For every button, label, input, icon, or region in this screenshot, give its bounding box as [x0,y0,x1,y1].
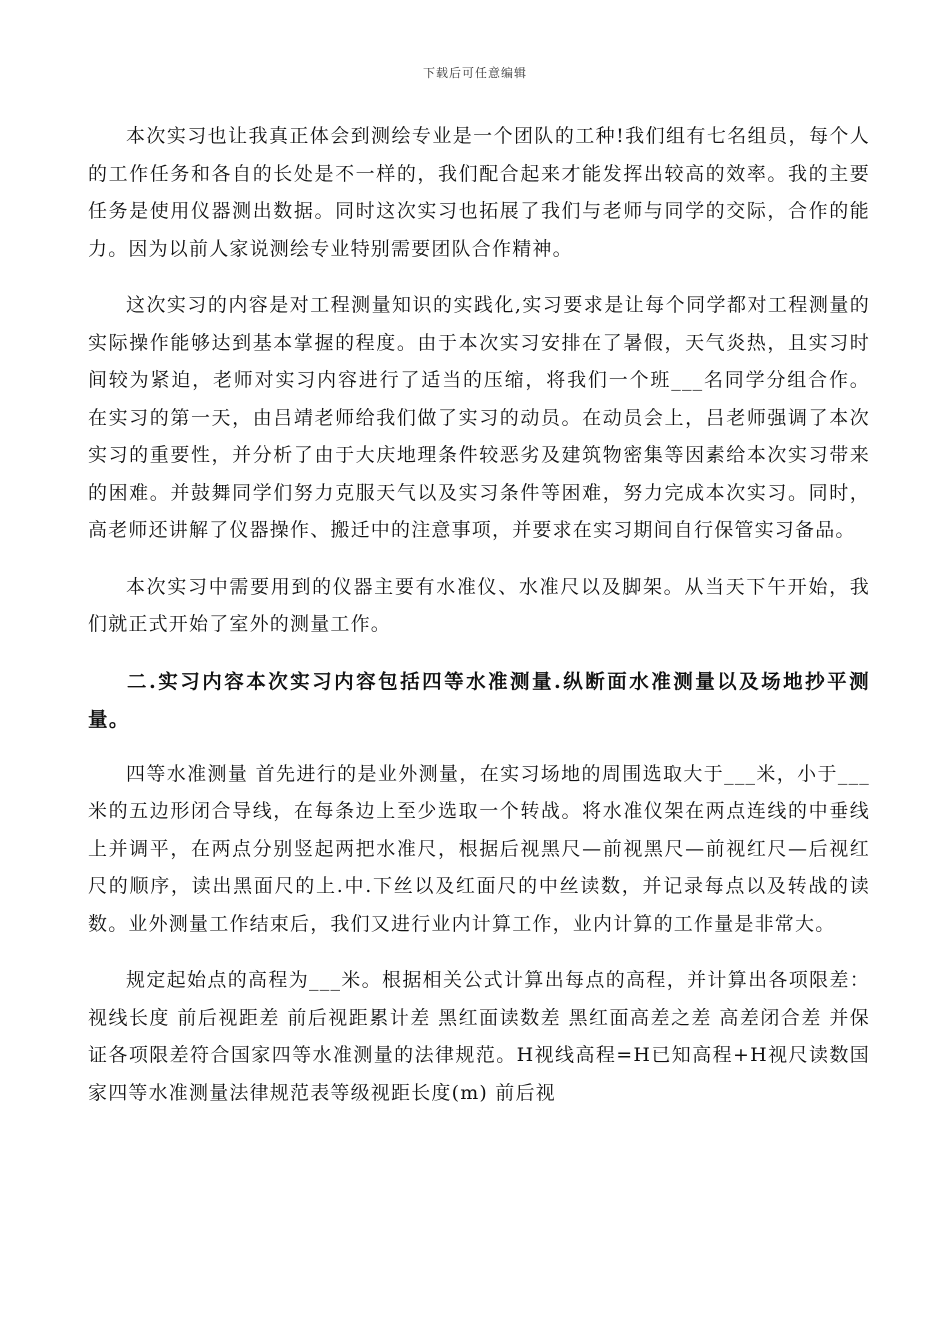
paragraph-fourth-order-leveling: 四等水准测量 首先进行的是业外测量，在实习场地的周围选取大于___米，小于___米的五边形闭合导线，在每条边上至少选取一个转战。将水准仪架在两点连线的中垂线上并调平，在两点分别竖起两把水准尺，根据后视黑尺—前视黑尺—前视红尺—后视红尺的顺序，读出黑面尺的上.中.下丝以及红面尺的中丝读数，并记录每点以及转战的读数。业外测量工作结束后，我们又进行业内计算工作，业内计算的工作量是非常大。 [88,762,870,935]
paragraph-internship-content: 这次实习的内容是对工程测量知识的实践化,实习要求是让每个同学都对工程测量的实际操作能够达到基本掌握的程度。由于本次实习安排在了暑假，天气炎热，且实习时间较为紧迫，老师对实习内容进行了适当的压缩，将我们一个班___名同学分组合作。 在实习的第一天，由吕靖老师给我们做了实习的动员。在动员会上，吕老师强调了本次实习的重要性，并分析了由于大庆地理条件较恶劣及建筑物密集等因素给本次实习带来的困难。并鼓舞同学们努力克服天气以及实习条件等困难，努力完成本次实习。同时，高老师还讲解了仪器操作、搬迁中的注意事项，并要求在实习期间自行保管实习备品。 [88,294,870,541]
paragraph-elevation-rules: 规定起始点的高程为___米。根据相关公式计算出每点的高程，并计算出各项限差： 视线长度 前后视距差 前后视距累计差 黑红面读数差 黑红面高差之差 高差闭合差 并保证各项限差符合国家四等水准测量的法律规范。H视线高程=H已知高程+H视尺读数国家四等水准测量法律规范表等级视距长度(m) 前后视 [88,969,870,1104]
document-body [88,118,870,1131]
paragraph-teamwork: 本次实习也让我真正体会到测绘专业是一个团队的工种!我们组有七名组员，每个人的工作任务和各自的长处是不一样的，我们配合起来才能发挥出较高的效率。我的主要任务是使用仪器测出数据。同时这次实习也拓展了我们与老师与同学的交际，合作的能力。因为以前人家说测绘专业特别需要团队合作精神。 [88,125,870,260]
paragraph-instruments: 本次实习中需要用到的仪器主要有水准仪、水准尺以及脚架。从当天下午开始，我们就正式开始了室外的测量工作。 [88,575,870,635]
section-heading: 二.实习内容本次实习内容包括四等水准测量.纵断面水准测量以及场地抄平测量。 [88,669,870,731]
page-header-watermark: 下载后可任意编辑 [422,66,527,80]
